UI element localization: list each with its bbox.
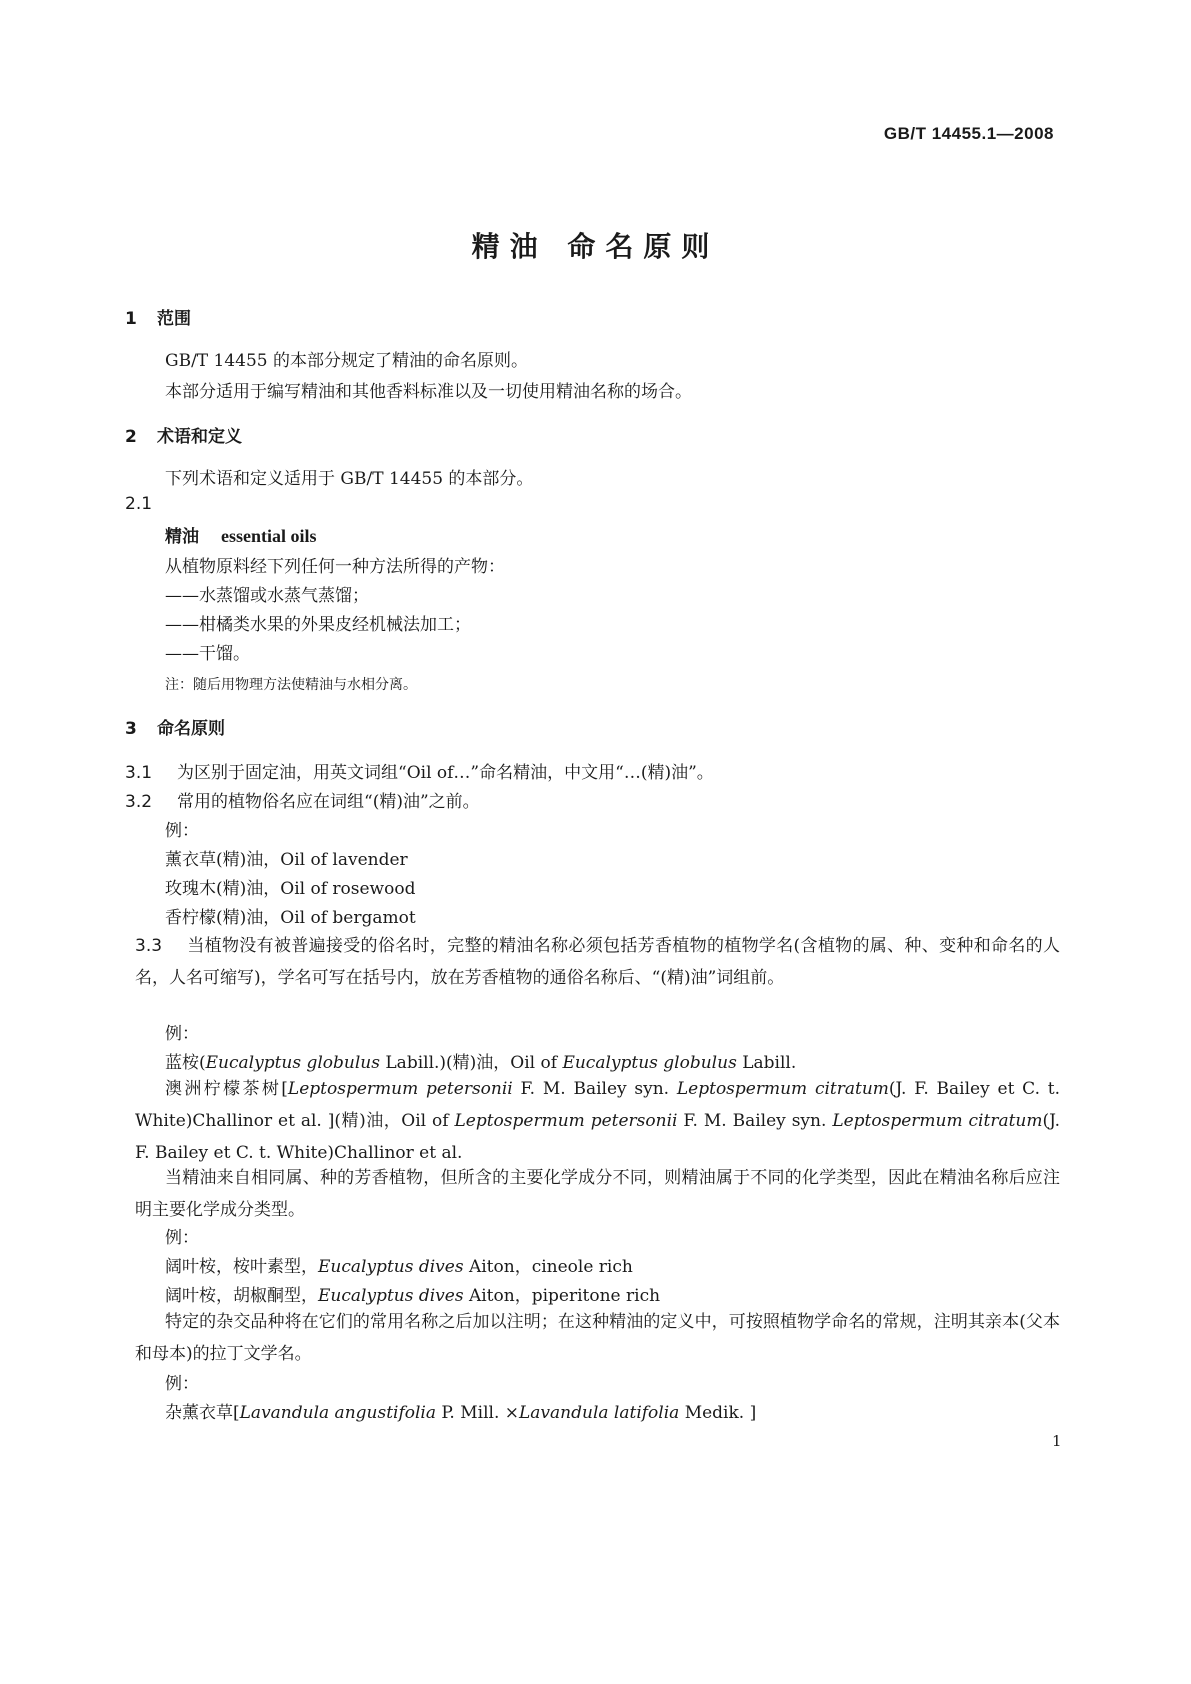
subsection-number: 3.3 (135, 936, 163, 956)
section-title: 范围 (157, 309, 191, 329)
list-item: ——柑橘类水果的外果皮经机械法加工； (165, 615, 471, 635)
paragraph: GB/T 14455 的本部分规定了精油的命名原则。 (165, 351, 529, 371)
section-number: 3 (125, 719, 137, 739)
example-label: 例： (165, 1374, 199, 1394)
list-item: ——干馏。 (165, 644, 250, 664)
note: 注：随后用物理方法使精油与水相分离。 (165, 677, 417, 693)
term-chinese: 精油 (165, 527, 199, 547)
section-title: 术语和定义 (157, 427, 242, 447)
clause-3-2 (125, 787, 480, 812)
clause-text: 为区别于固定油，用英文词组“Oil of…”命名精油，中文用“…(精)油”。 (177, 763, 714, 783)
section-title: 命名原则 (157, 719, 225, 739)
page-number: 1 (1052, 1432, 1062, 1450)
paragraph: 当精油来自相同属、种的芳香植物，但所含的主要化学成分不同，则精油属于不同的化学类型，因此在精油名称后应注明主要化学成分类型。 (135, 1168, 1060, 1220)
section-number: 1 (125, 309, 137, 329)
paragraph: 特定的杂交品种将在它们的常用名称之后加以注明；在这种精油的定义中，可按照植物学命名的常规，注明其亲本(父本和母本)的拉丁文学名。 (135, 1312, 1060, 1364)
term-english: essential oils (221, 526, 317, 546)
clause-3-1 (125, 758, 714, 783)
clause-text: 常用的植物俗名应在词组“(精)油”之前。 (177, 792, 480, 812)
example-label: 例： (165, 1228, 199, 1248)
document-title: 精油 命名原则 (471, 230, 720, 263)
example-item: 澳洲柠檬茶树[Leptospermum petersonii F. M. Bailey syn. Leptospermum citratum(J. F. Bailey et C. t. White)Challinor et al. ](精)油，Oil of Leptospermum petersonii F. M. Bailey syn. Leptospermum citratum(J. F. Bailey et C. t. White)Challinor et al. (135, 1079, 1061, 1163)
example-label: 例： (165, 1024, 199, 1044)
section-2-heading (125, 422, 242, 447)
subsection-number: 2.1 (125, 494, 153, 514)
example-item: 杂薰衣草[Lavandula angustifolia P. Mill. ×Lavandula latifolia Medik. ] (165, 1403, 757, 1423)
example-item: 蓝桉(Eucalyptus globulus Labill.)(精)油，Oil of Eucalyptus globulus Labill. (165, 1053, 797, 1073)
example-item: 阔叶桉，胡椒酮型，Eucalyptus dives Aiton，piperitone rich (165, 1286, 661, 1306)
example-item: 玫瑰木(精)油，Oil of rosewood (165, 879, 416, 899)
clause-text: 当植物没有被普遍接受的俗名时，完整的精油名称必须包括芳香植物的植物学名(含植物的属、种、变种和命名的人名，人名可缩写)，学名可写在括号内，放在芳香植物的通俗名称后、“(精)油”词组前。 (135, 936, 1060, 988)
section-1-heading (125, 304, 191, 329)
example-item: 阔叶桉，桉叶素型，Eucalyptus dives Aiton，cineole rich (165, 1257, 633, 1277)
subsection-number: 3.2 (125, 792, 153, 812)
clause-3-3 (135, 930, 1060, 994)
term-entry (165, 522, 317, 547)
definition: 从植物原料经下列任何一种方法所得的产物： (165, 557, 505, 577)
paragraph: 下列术语和定义适用于 GB/T 14455 的本部分。 (165, 469, 534, 489)
section-3-heading (125, 714, 225, 739)
subsection-number: 3.1 (125, 763, 153, 783)
list-item: ——水蒸馏或水蒸气蒸馏； (165, 586, 369, 606)
example-label: 例： (165, 821, 199, 841)
standard-number: GB/T 14455.1—2008 (883, 124, 1054, 143)
example-item: 薰衣草(精)油，Oil of lavender (165, 850, 408, 870)
paragraph: 本部分适用于编写精油和其他香料标准以及一切使用精油名称的场合。 (165, 382, 692, 402)
example-item: 香柠檬(精)油，Oil of bergamot (165, 908, 416, 928)
section-number: 2 (125, 427, 137, 447)
